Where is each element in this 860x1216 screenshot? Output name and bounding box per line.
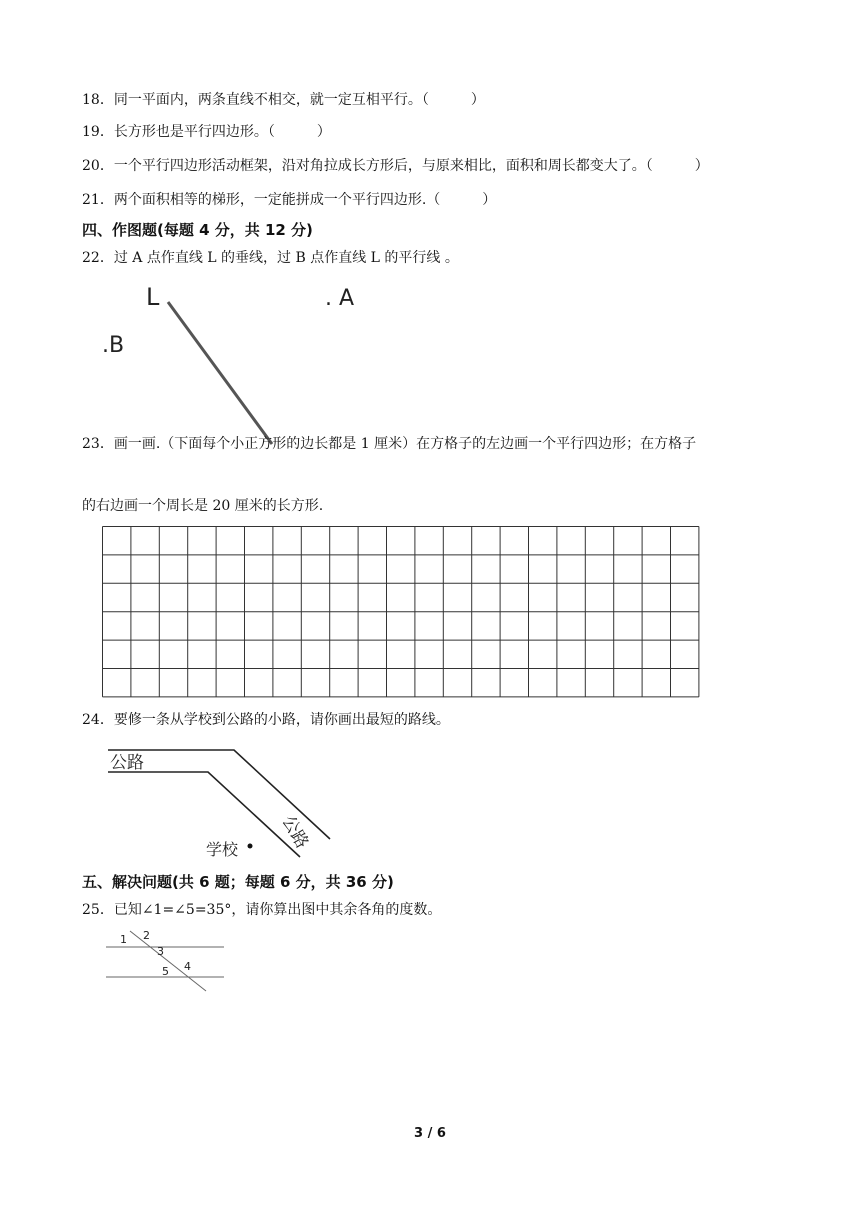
angle-5-label: 5 <box>162 965 169 978</box>
angle-1-label: 1 <box>120 933 127 946</box>
page-number: 3 / 6 <box>414 1126 446 1141</box>
question-19: 19．长方形也是平行四边形。（ ） <box>82 124 331 140</box>
line-l-label: L <box>146 283 160 311</box>
angle-3-label: 3 <box>157 945 164 958</box>
point-a-label: . A <box>325 286 355 311</box>
angle-2-label: 2 <box>143 929 150 942</box>
question-18: 18．同一平面内，两条直线不相交，就一定互相平行。（ ） <box>82 92 485 108</box>
transversal <box>130 931 206 991</box>
question-22: 22．过 A 点作直线 L 的垂线，过 B 点作直线 L 的平行线 。 <box>82 250 459 266</box>
figure-25 <box>100 925 230 995</box>
question-20: 20．一个平行四边形活动框架，沿对角拉成长方形后，与原来相比，面积和周长都变大了。（ ） <box>82 158 709 174</box>
question-23-line-1: 23．画一画.（下面每个小正方形的边长都是 1 厘米）在方格子的左边画一个平行四边形；在方格子 <box>82 436 697 452</box>
question-25: 25．已知∠1=∠5=35°，请你算出图中其余各角的度数。 <box>82 902 442 918</box>
figure-23-grid <box>102 526 702 700</box>
school-label: 学校 <box>206 840 239 859</box>
question-24: 24．要修一条从学校到公路的小路，请你画出最短的路线。 <box>82 712 450 728</box>
road-label-horizontal: 公路 <box>110 753 144 773</box>
point-b-label: .B <box>102 333 125 358</box>
road-label-diagonal: 公路 <box>277 812 312 852</box>
angle-4-label: 4 <box>184 960 191 973</box>
school-point <box>248 844 253 849</box>
section-4-heading: 四、作图题(每题 4 分，共 12 分) <box>82 221 313 239</box>
figure-22 <box>100 280 380 450</box>
question-23-line-2: 的右边画一个周长是 20 厘米的长方形. <box>82 498 324 514</box>
question-21: 21．两个面积相等的梯形，一定能拼成一个平行四边形.（ ） <box>82 192 497 208</box>
line-l <box>168 302 272 444</box>
section-5-heading: 五、解决问题(共 6 题；每题 6 分，共 36 分) <box>82 873 394 891</box>
figure-24 <box>100 742 340 862</box>
